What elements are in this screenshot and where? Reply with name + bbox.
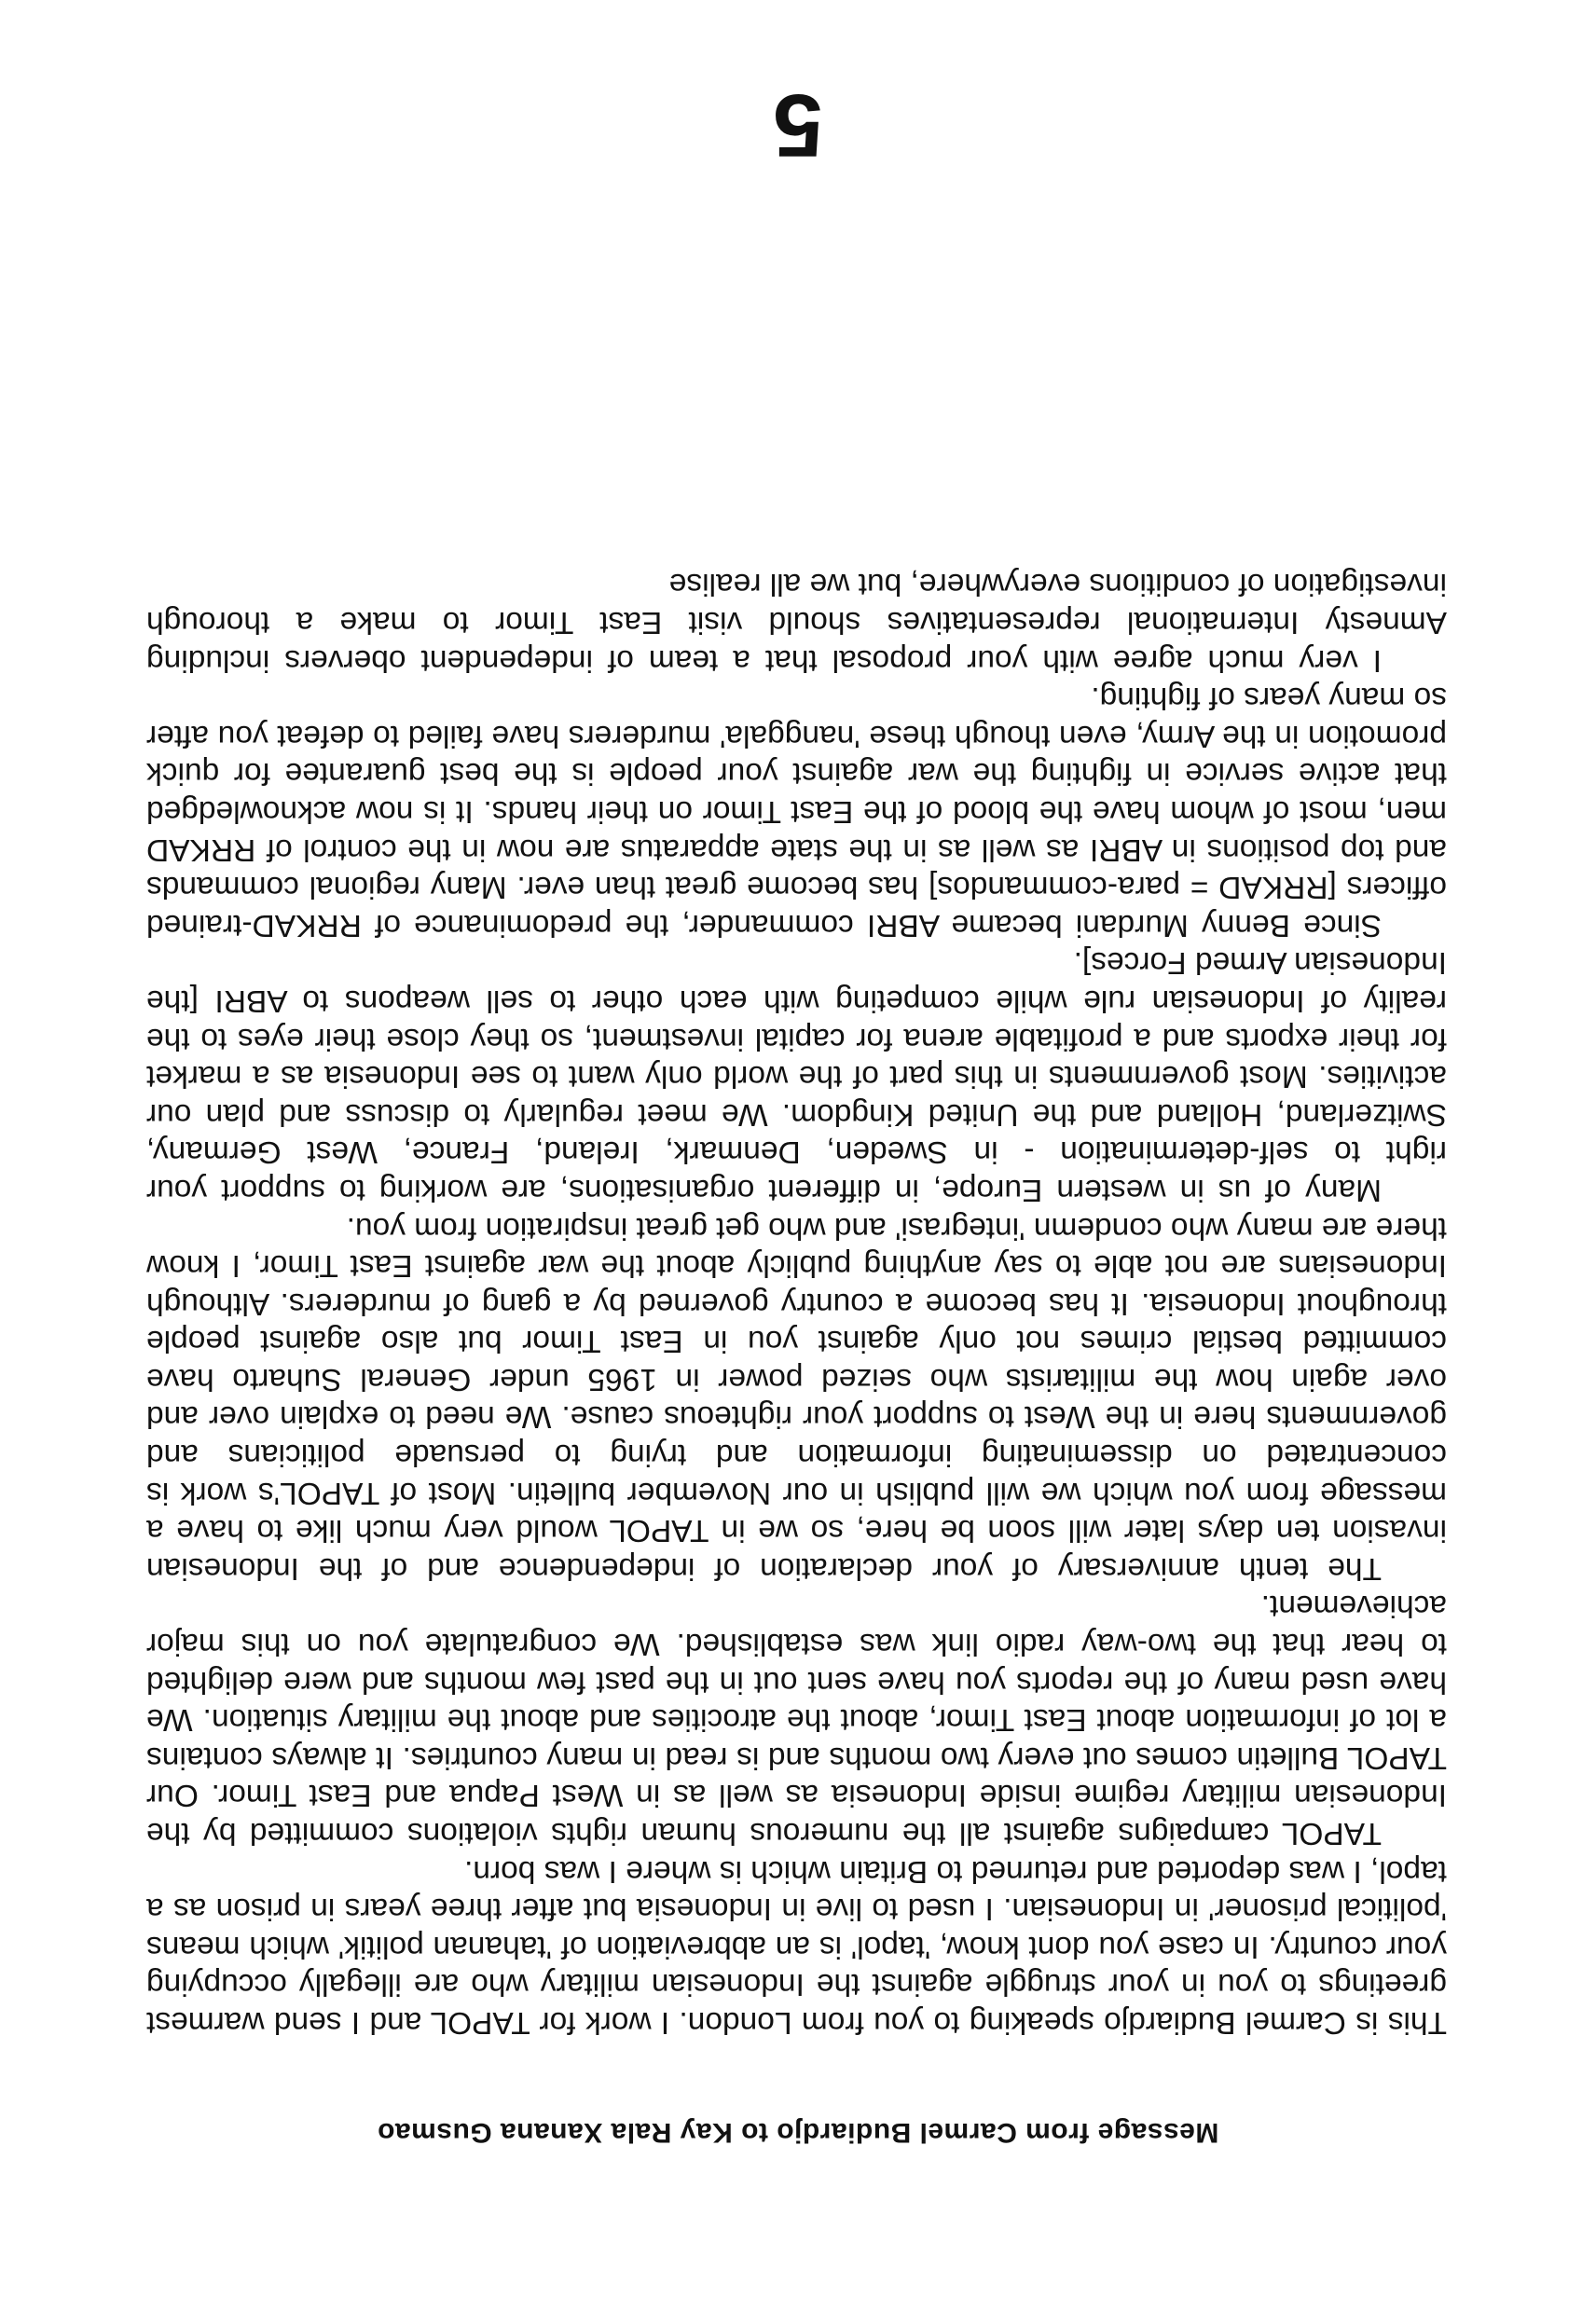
document-title: Message from Carmel Budiardjo to Kay Rala Xanana Gusmao: [377, 2117, 1219, 2148]
paragraph-5: Since Benny Murdani became ABRI commander, the predominance of RRKAD-trained officers [RRKAD = para-commandos] has become great than ever. Many regional commands and top positions in ABRI as well as in the state apparatus are now in the control of RRKAD men, most of whom have the blood of the East Timor on their hands. It is now acknowledged that active service in fighting the war against your people is the best guarantee for quick promotion in the Army, even though these 'nanggala' murderers have failed to defeat you after so many years of fighting.: [146, 681, 1447, 942]
letter-body: [146, 565, 1447, 2041]
paragraph-1: This is Carmel Budiardjo speaking to you from London. I work for TAPOL and I send warmest greetings to you in your struggle against the Indonesian military who are illegally occupying your country. In case you dont know, 'tapol' is an abbreviation of 'tahanan politik' which means 'political prisoner' in Indonesian. I used to live in Indonesia but after three years in prison as a tapol, I was deported and returned to Britain which is where I was born.: [146, 1853, 1447, 2040]
page-number: 5: [773, 76, 823, 175]
paragraph-3: The tenth anniversary of your declaration of independence and of the Indonesian invasion ten days later will soon be here, so we in TAPOL would very much like to have a message from you which we will publish in our November bulletin. Most of TAPOL's work is concentrated on disseminating information and trying to persuade politicians and governments here in the West to support your righteous cause. We need to explain over and over again how the militarists who seized power in 1965 under General Suharto have committed bestial crimes not only against you in East Timor but also against people throughout Indonesia. It has become a country governed by a gang of murderers. Although Indonesians are not able to say anything publicly about the war against East Timor, I know there are many who condemn 'integrasi' and who get great inspiration from you.: [146, 1210, 1447, 1586]
paragraph-2: TAPOL campaigns against all the numerous human rights violations committed by the Indonesian military regime inside Indonesia as well as in West Papua and East Timor. Our TAPOL Bulletin comes out every two months and is read in many countries. It always contains a lot of information about East Timor, about the atrocities and about the military situation. We have used many of the reports you have sent out in the past few months and were delighted to hear that the two-way radio link was established. We congratulate you on this major achievement.: [146, 1589, 1447, 1851]
paragraph-6: I very much agree with your proposal that a team of independent obervers including Amnesty International representatives should visit East Timor to make a thorough investigation of conditions everywhere, but we all realise: [146, 567, 1447, 678]
paragraph-4: Many of us in western Europe, in different organisations, are working to support your right to self-determination - in Sweden, Denmark, Ireland, France, West Germany, Switzerland, Holland and the United Kingdom. We meet regularly to discuss and plan our activities. Most governments in this part of the world only want to see Indonesia as a market for their exports and a profitable arena for capital investment, so they close their eyes to the reality of Indonesian rule while competing with each other to sell weapons to ABRI [the Indonesian Armed Forces].: [146, 945, 1447, 1207]
